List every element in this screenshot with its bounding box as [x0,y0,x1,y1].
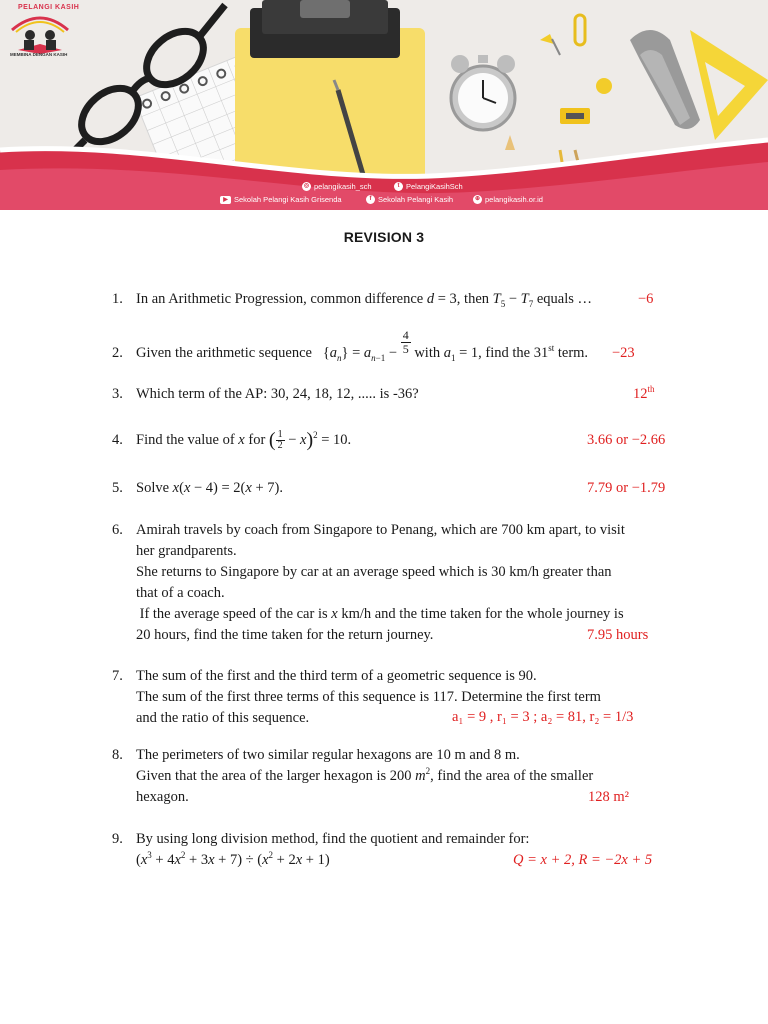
instagram-icon: ◎ [303,183,310,189]
answer-6: 7.95 hours [587,627,649,643]
answer-9: Q = x + 2, R = −2x + 5 [513,852,653,868]
twitter-handle[interactable]: t PelangiKasihSch [394,182,463,191]
question-text: In an Arithmetic Progression, common difference d = 3, then $T_5 - T_7$ equals … [136,291,593,309]
question-number: 4. [112,432,123,448]
logo-name: PELANGI KASIH [18,4,80,11]
question-number: 3. [112,386,123,402]
question-number: 6. [112,522,123,538]
question-number: 9. [112,831,123,847]
answer-8: 128 m² [588,789,630,805]
answer-5: 7.79 or −1.79 [587,480,666,496]
globe-icon: ⊕ [474,196,481,202]
alarm-clock-illustration [451,55,515,130]
question-text: Given the arithmetic sequence $\{a_n\} = a_{n-1}$ − $\frac{4}{5}$ with $a_1 = 1$, find the 31st term. [136,328,589,363]
youtube-channel[interactable]: ▶ Sekolah Pelangi Kasih Grisenda [220,195,342,204]
question-text: Find the value of x for ( $\frac{1}{2}$ − x)$^2$ = 10. [136,429,352,452]
question-number: 5. [112,480,123,496]
answer-1: −6 [638,291,654,307]
youtube-icon: ▶ [220,196,231,204]
question-number: 7. [112,668,123,684]
question-number: 2. [112,345,123,361]
facebook-icon: f [366,195,375,204]
question-text: By using long division method, find the quotient and remainder for: $(x^3 + 4x^2 + 3x + 7) \div (x^2 + 2x + 1)$ [136,831,530,868]
header-banner [0,0,768,210]
facebook-page[interactable]: f Sekolah Pelangi Kasih [366,195,453,204]
desk-illustration [0,0,768,210]
website-link[interactable]: ⊕ pelangikasih.or.id [474,195,543,204]
answer-7: a₁ = 9 , r₁ = 3 ; a₂ = 81, r₂ = 1/3 [452,709,634,725]
twitter-icon: t [394,182,403,191]
question-text: The perimeters of two similar regular hexagons are 10 m and 8 m. Given that the area of the larger hexagon is 200 $m^2$, find the area of the smaller hexagon. [136,747,594,805]
question-number: 8. [112,747,123,763]
instagram-handle[interactable]: ◎ pelangikasih_sch [303,182,372,191]
question-number: 1. [112,291,123,307]
answer-4: 3.66 or −2.66 [587,432,666,448]
question-text: Solve x(x − 4) = 2(x + 7). [136,480,283,496]
answer-3: 12th [633,384,655,402]
question-text: Amirah travels by coach from Singapore to Penang, which are 700 km apart, to visit her grandparents. She returns to Singapore by car at an average speed which is 30 km/h greater than that of a coach. If the average speed of the car is x km/h and the time taken for the whole journey is 20 hours, find the time taken for the return journey. [136,522,625,643]
question-text: The sum of the first and the third term of a geometric sequence is 90. The sum of the first three terms of this sequence is 117. Determine the first term and the ratio of this sequence. [136,668,601,726]
question-text: Which term of the AP: 30, 24, 18, 12, ..... is -36? [136,386,419,402]
page-title: REVISION 3 [343,229,425,245]
answer-2: −23 [612,345,635,361]
logo-motto: MEMBINA DENGAN KASIH [10,52,68,57]
